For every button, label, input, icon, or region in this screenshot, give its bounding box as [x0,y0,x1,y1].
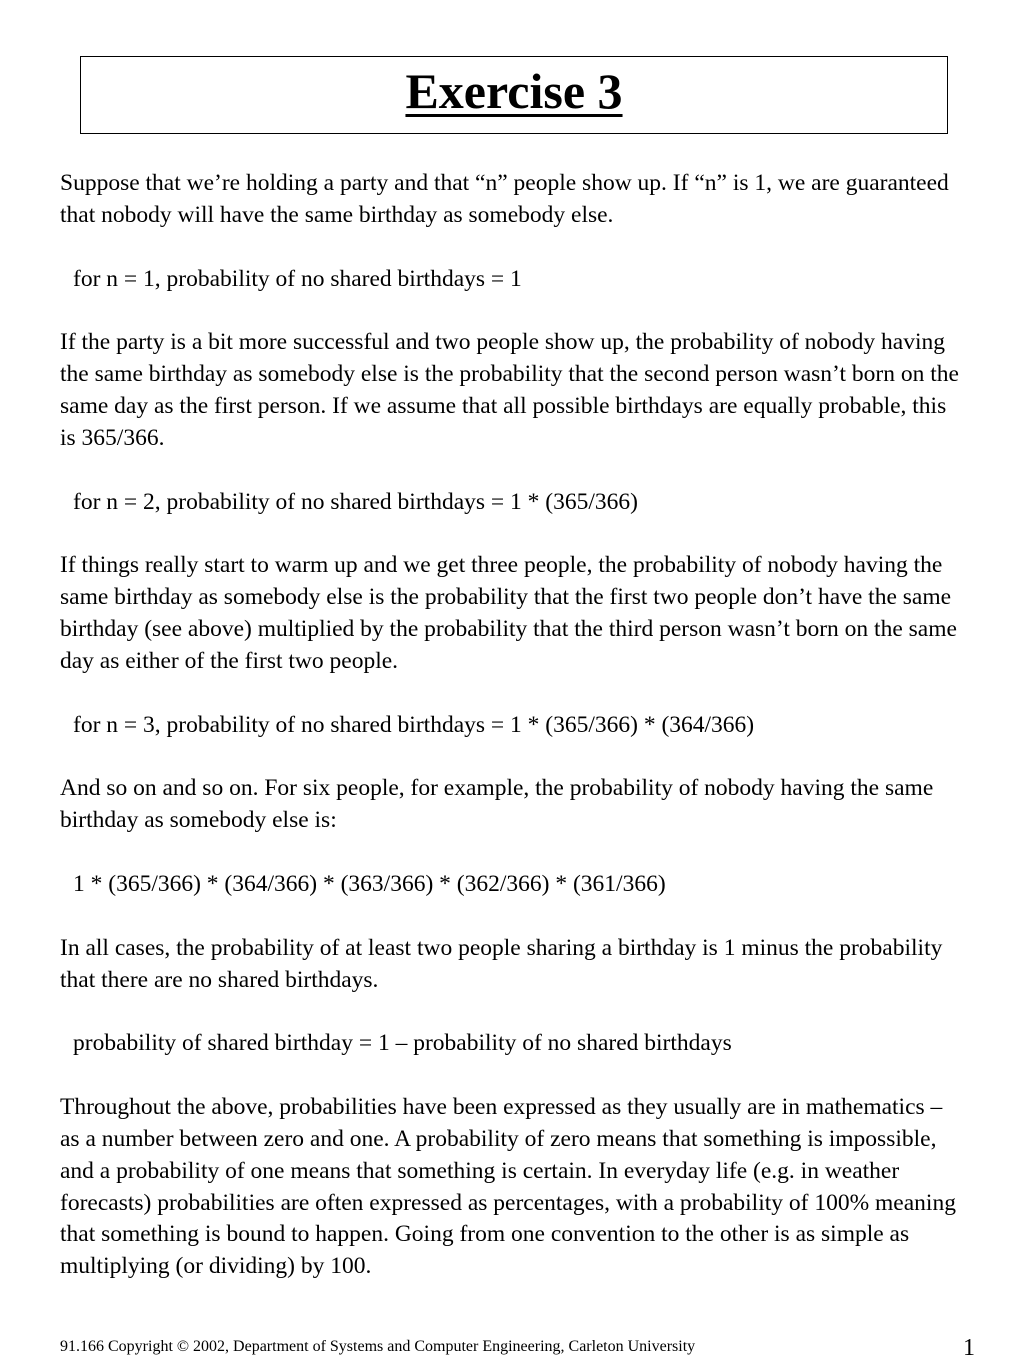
paragraph-conventions: Throughout the above, probabilities have been expressed as they usually are in mathematics – as a number between zero and one. A probability of zero means that something is impossible, and a probability of one means that something is certain. In everyday life (e.g. in weather forecasts) probabilities are often expressed as percentages, with a probability of 100% meaning that something is bound to happen. Going from one convention to the other is as simple as multiplying (or dividing) by 100. [60,1094,956,1280]
page-number: 1 [963,1335,975,1361]
document-body [60,168,960,1283]
title-box [80,56,948,134]
page-title: Exercise 3 [405,63,623,119]
paragraph-all-cases: In all cases, the probability of at least two people sharing a birthday is 1 minus the probability that there are no shared birthdays. [60,934,943,993]
formula-shared: probability of shared birthday = 1 – probability of no shared birthdays [73,1030,732,1057]
formula-n1: for n = 1, probability of no shared birthdays = 1 [73,265,522,292]
formula-n2: for n = 2, probability of no shared birthdays = 1 * (365/366) [73,488,638,515]
paragraph-intro: Suppose that we’re holding a party and that “n” people show up. If “n” is 1, we are guaranteed that nobody will have the same birthday as somebody else. [60,170,949,228]
footer-copyright: 91.166 Copyright © 2002, Department of Systems and Computer Engineering, Carleton University [60,1338,696,1355]
paragraph-three-people: If things really start to warm up and we get three people, the probability of nobody having the same birthday as somebody else is the probability that the first two people don’t have the same birthday (see above) multiplied by the probability that the third person wasn’t born on the same day as either of the first two people. [60,552,957,674]
formula-n3: for n = 3, probability of no shared birthdays = 1 * (365/366) * (364/366) [73,711,755,738]
paragraph-two-people: If the party is a bit more successful and two people show up, the probability of nobody having the same birthday as somebody else is the probability that the second person wasn’t born on the same day as the first person. If we assume that all possible birthdays are equally probable, this is 365/366. [60,329,959,451]
paragraph-six-people: And so on and so on. For six people, for example, the probability of nobody having the same birthday as somebody else is: [60,775,934,834]
formula-n6: 1 * (365/366) * (364/366) * (363/366) * (362/366) * (361/366) [73,870,666,897]
